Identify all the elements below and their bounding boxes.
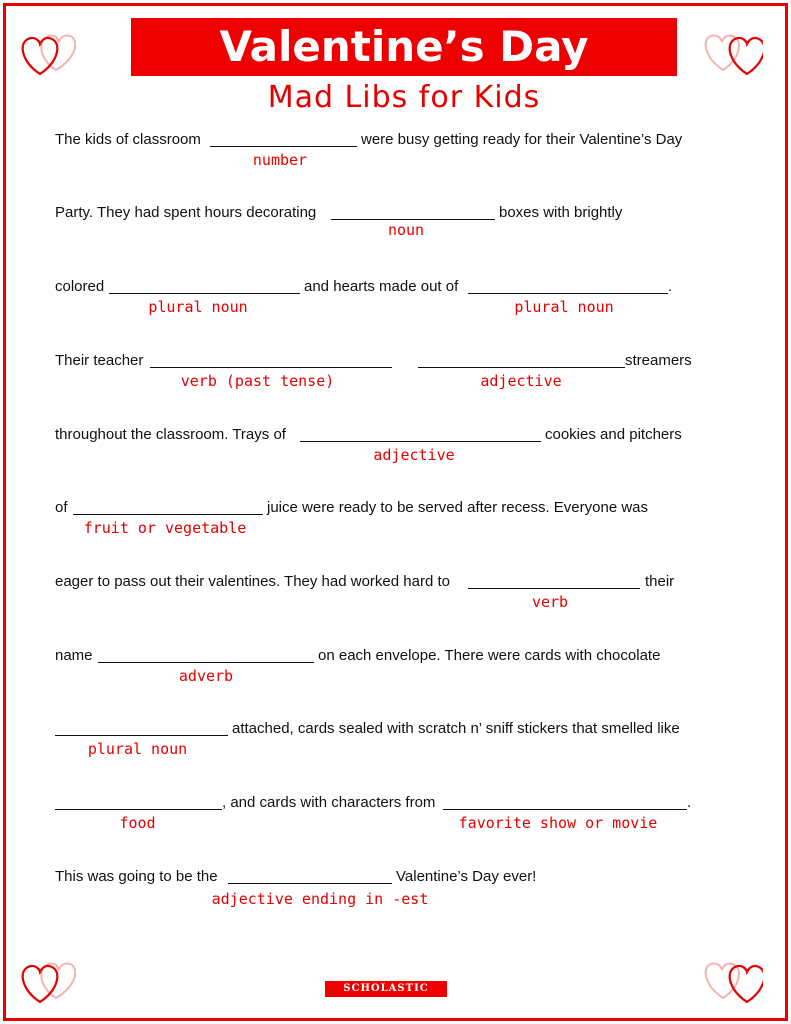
blank-hint: adjective bbox=[373, 446, 455, 464]
story-text: , and cards with characters from bbox=[222, 794, 436, 811]
story-line bbox=[0, 352, 791, 402]
blank-field[interactable] bbox=[300, 441, 541, 442]
scholastic-logo: SCHOLASTIC bbox=[325, 981, 447, 997]
blank-field[interactable] bbox=[55, 809, 222, 810]
blank-hint: plural noun bbox=[87, 740, 188, 758]
heart-pair-icon bbox=[703, 954, 763, 1006]
story-text: Their teacher bbox=[55, 352, 144, 369]
blank-field[interactable] bbox=[468, 293, 668, 294]
heart-pair-icon bbox=[16, 954, 76, 1006]
blank-hint: number bbox=[252, 151, 308, 169]
story-text: on each envelope. There were cards with chocolate bbox=[318, 647, 661, 664]
blank-hint: fruit or vegetable bbox=[83, 519, 247, 537]
story-line bbox=[0, 573, 791, 623]
blank-field[interactable] bbox=[331, 219, 495, 220]
story-line bbox=[0, 647, 791, 697]
story-text: of bbox=[55, 499, 68, 516]
story-text: attached, cards sealed with scratch n’ sniff stickers that smelled like bbox=[232, 720, 680, 737]
story-text: . bbox=[687, 794, 692, 811]
blank-field[interactable] bbox=[443, 809, 687, 810]
blank-hint: plural noun bbox=[514, 298, 614, 316]
story-text: colored bbox=[55, 278, 105, 295]
heart-pair-icon bbox=[16, 26, 76, 78]
story-line bbox=[0, 868, 791, 918]
story-line bbox=[0, 426, 791, 476]
blank-hint: adjective bbox=[480, 372, 562, 390]
story-text: juice were ready to be served after recess. Everyone was bbox=[267, 499, 649, 516]
blank-field[interactable] bbox=[150, 367, 392, 368]
story-line bbox=[0, 720, 791, 770]
story-text: streamers bbox=[625, 352, 692, 369]
story-text: boxes with brightly bbox=[499, 204, 623, 221]
story-line bbox=[0, 499, 791, 549]
story-line bbox=[0, 204, 791, 254]
story-text: Party. They had spent hours decorating bbox=[55, 204, 317, 221]
story-text: name bbox=[55, 647, 93, 664]
blank-field[interactable] bbox=[73, 514, 263, 515]
story-line bbox=[0, 278, 791, 328]
blank-hint: food bbox=[119, 814, 156, 832]
blank-hint: favorite show or movie bbox=[458, 814, 658, 832]
story-line bbox=[0, 794, 791, 844]
story-line bbox=[0, 131, 791, 181]
blank-field[interactable] bbox=[418, 367, 625, 368]
blank-hint: adjective ending in -est bbox=[211, 890, 429, 908]
story-text: were busy getting ready for their Valentine’s Day bbox=[361, 131, 683, 148]
story-text: Valentine’s Day ever! bbox=[396, 868, 537, 885]
story-text: This was going to be the bbox=[55, 868, 218, 885]
blank-field[interactable] bbox=[228, 883, 392, 884]
blank-hint: plural noun bbox=[148, 298, 248, 316]
page-subtitle: Mad Libs for Kids bbox=[267, 80, 541, 115]
story-text: and hearts made out of bbox=[304, 278, 459, 295]
blank-field[interactable] bbox=[210, 146, 357, 147]
blank-field[interactable] bbox=[109, 293, 300, 294]
story-text: cookies and pitchers bbox=[545, 426, 682, 443]
blank-field[interactable] bbox=[55, 735, 228, 736]
story-text: eager to pass out their valentines. They had worked hard to bbox=[55, 573, 450, 590]
story-text: The kids of classroom bbox=[55, 131, 201, 148]
blank-hint: noun bbox=[387, 221, 425, 239]
blank-field[interactable] bbox=[468, 588, 640, 589]
blank-hint: verb bbox=[531, 593, 569, 611]
story-text: their bbox=[645, 573, 675, 590]
page-title: Valentine’s Day bbox=[219, 22, 589, 71]
blank-hint: verb (past tense) bbox=[180, 372, 335, 390]
story-text: . bbox=[668, 278, 673, 295]
story-text: throughout the classroom. Trays of bbox=[55, 426, 286, 443]
heart-pair-icon bbox=[703, 26, 763, 78]
blank-field[interactable] bbox=[98, 662, 314, 663]
blank-hint: adverb bbox=[178, 667, 234, 685]
